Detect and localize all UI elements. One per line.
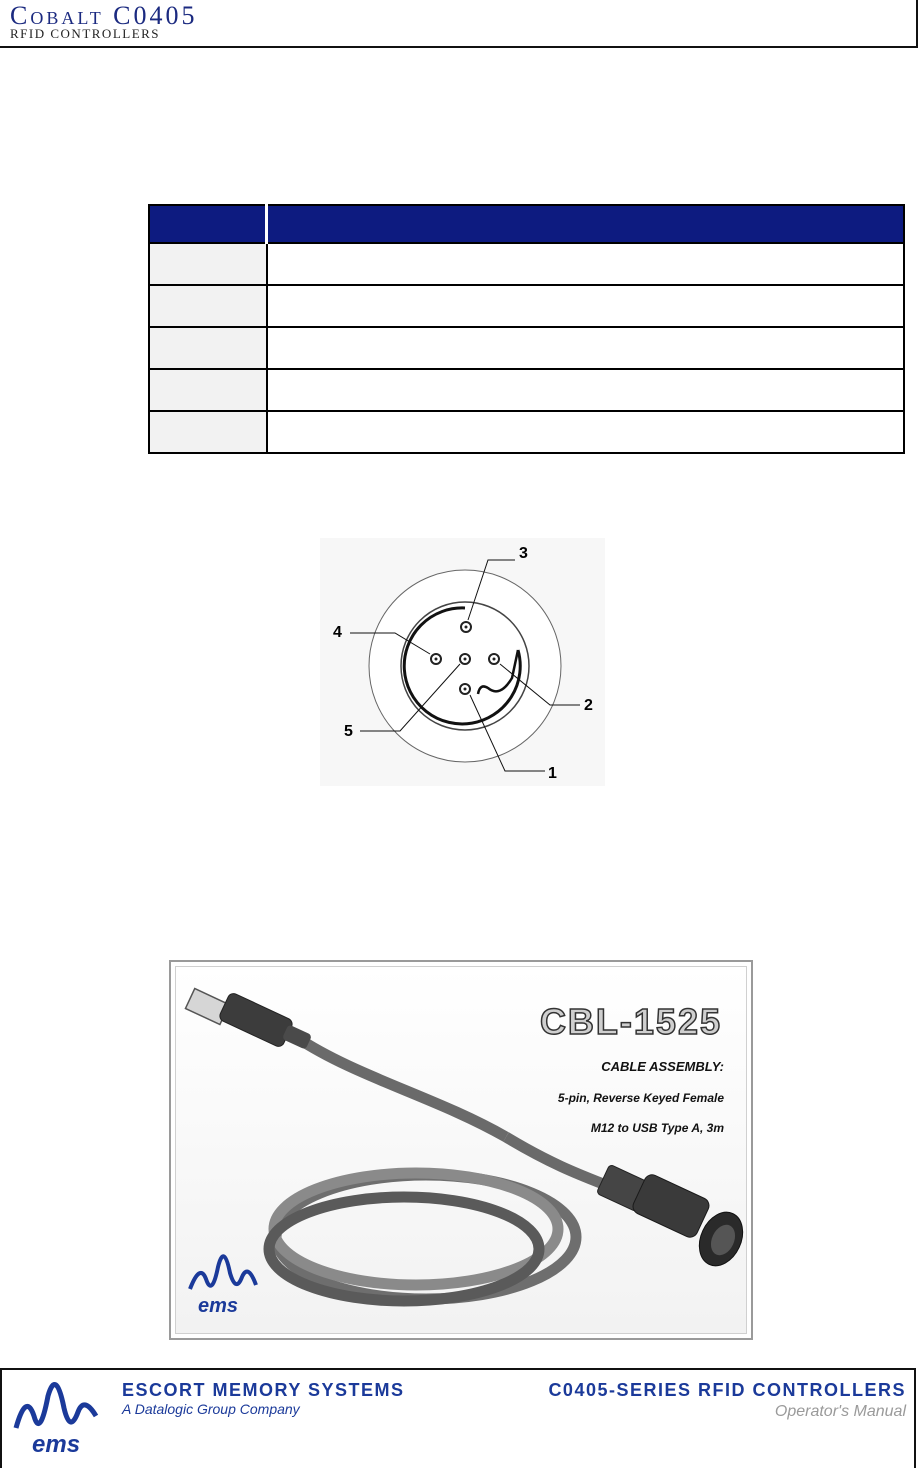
pin-2 bbox=[489, 654, 499, 664]
cable-loop bbox=[274, 1173, 558, 1285]
pin-3 bbox=[461, 622, 471, 632]
description-cell bbox=[267, 327, 905, 369]
description-cell bbox=[267, 411, 905, 453]
pin-1 bbox=[460, 684, 470, 694]
cable-segment bbox=[296, 1037, 506, 1137]
pin-4 bbox=[431, 654, 441, 664]
pin-label-4: 4 bbox=[333, 624, 342, 641]
table-header-pin bbox=[149, 205, 267, 243]
pin-label-3: 3 bbox=[519, 545, 528, 562]
cable-segment bbox=[506, 1137, 616, 1189]
pin-cell bbox=[149, 243, 267, 285]
cable-product-image bbox=[169, 960, 753, 1340]
pin-cell bbox=[149, 327, 267, 369]
pin-cell bbox=[149, 285, 267, 327]
page-header bbox=[0, 0, 918, 48]
header-title: Cobalt C0405 bbox=[10, 1, 198, 30]
pin-cell bbox=[149, 411, 267, 453]
pin-label-1: 1 bbox=[548, 765, 557, 782]
table-row bbox=[149, 243, 904, 285]
table-header-description bbox=[267, 205, 905, 243]
cable-desc-line-2: 5-pin, Reverse Keyed Female bbox=[557, 1091, 724, 1105]
cable-model-title: CBL-1525 bbox=[539, 1001, 722, 1042]
cable-image-panel bbox=[175, 966, 747, 1334]
description-cell bbox=[267, 243, 905, 285]
ems-footer-logo-text: ems bbox=[32, 1431, 81, 1458]
footer-manual-title: Operator's Manual bbox=[774, 1403, 906, 1420]
connector-face-svg bbox=[320, 538, 605, 786]
ems-logo-text: ems bbox=[198, 1295, 239, 1317]
cable-desc-line-1: CABLE ASSEMBLY: bbox=[601, 1059, 724, 1074]
table-header-row bbox=[149, 205, 904, 243]
description-cell bbox=[267, 285, 905, 327]
pin-label-2: 2 bbox=[584, 697, 593, 714]
cable-desc-line-3: M12 to USB Type A, 3m bbox=[590, 1121, 724, 1135]
ems-logo bbox=[190, 1256, 256, 1317]
table-row bbox=[149, 411, 904, 453]
pin-5 bbox=[460, 654, 470, 664]
footer-product-name: C0405-SERIES RFID CONTROLLERS bbox=[548, 1380, 906, 1400]
connector-pinout-diagram bbox=[320, 538, 605, 786]
description-cell bbox=[267, 369, 905, 411]
table-row bbox=[149, 285, 904, 327]
page-footer bbox=[0, 1368, 916, 1468]
table-row bbox=[149, 327, 904, 369]
footer-tagline: A Datalogic Group Company bbox=[122, 1401, 300, 1417]
m12-connector bbox=[596, 1164, 750, 1273]
footer-company-name: ESCORT MEMORY SYSTEMS bbox=[122, 1380, 405, 1400]
pin-cell bbox=[149, 369, 267, 411]
pinout-table bbox=[148, 204, 905, 454]
usb-plug bbox=[185, 989, 312, 1050]
table-row bbox=[149, 369, 904, 411]
pin-label-5: 5 bbox=[344, 723, 353, 740]
header-subtitle: RFID CONTROLLERS bbox=[10, 26, 161, 41]
ems-footer-logo bbox=[10, 1372, 120, 1462]
